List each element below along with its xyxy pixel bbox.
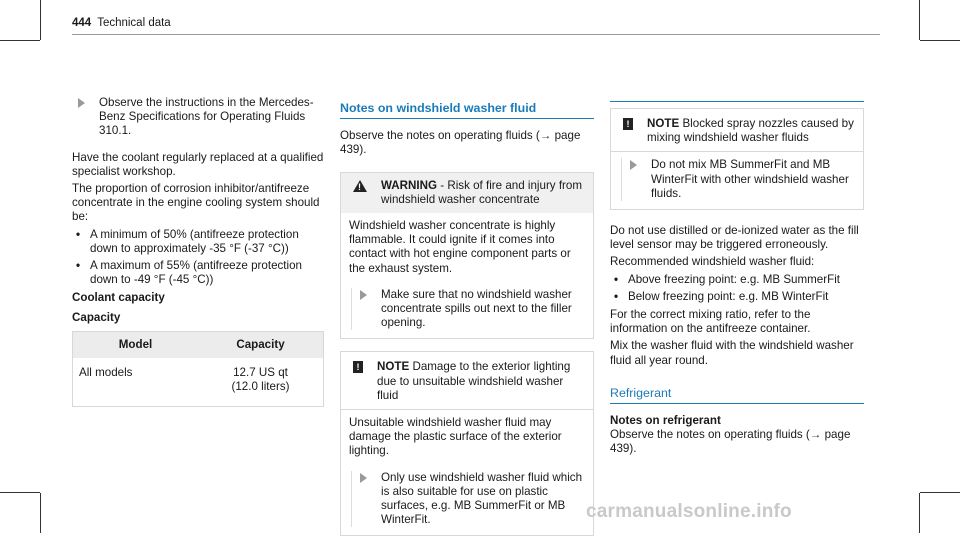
table-cell-capacity: [198, 358, 323, 406]
column-middle: [340, 101, 594, 536]
warning-triangle-icon: !: [353, 180, 367, 192]
header-divider: [72, 34, 880, 35]
list-item: • A minimum of 50% (antifreeze protection down to approximately -35 °F (-37 °C)): [72, 228, 324, 256]
table-header-model: Model: [73, 332, 198, 358]
paragraph: Have the coolant regularly replaced at a qualified specialist workshop.: [72, 150, 324, 178]
instruction-text: Do not mix MB SummerFit and MB WinterFit with other windshield washer fluids.: [651, 158, 849, 200]
crop-mark: [920, 40, 960, 41]
warning-header: [341, 173, 593, 213]
note-header: [611, 117, 863, 152]
column-right: [610, 101, 864, 460]
table-row: [73, 358, 323, 406]
list-item: • Above freezing point: e.g. MB SummerFit: [610, 273, 864, 287]
crop-mark: [919, 493, 920, 533]
warning-label: WARNING: [381, 178, 438, 192]
paragraph: For the correct mixing ratio, refer to the information on the antifreeze container.: [610, 308, 811, 336]
page-number: 444: [72, 17, 92, 29]
section-title: Notes on windshield washer fluid: [340, 101, 594, 119]
play-arrow-icon: [360, 473, 367, 483]
instruction-step: [72, 96, 324, 139]
crop-mark: [920, 492, 960, 493]
note-label: NOTE: [377, 360, 410, 374]
sub-heading: Notes on refrigerant: [610, 414, 721, 428]
capacity-liters: (12.0 liters): [231, 380, 290, 394]
list-item: • Below freezing point: e.g. MB WinterFit: [610, 290, 864, 304]
page-header: [72, 16, 171, 30]
exclamation-icon: !: [623, 118, 633, 130]
note-box: [340, 351, 594, 536]
instruction-text: Observe the instructions in the Mercedes-Benz Specifications for Operating Fluids 310.1.: [99, 96, 314, 138]
note-title: Damage to the exterior lighting due to unsuitable windshield washer fluid: [377, 360, 571, 402]
crop-mark: [0, 40, 40, 41]
note-title: Blocked spray nozzles caused by mixing windshield washer fluids: [647, 117, 854, 145]
note-header: [341, 360, 593, 410]
instruction-text: Make sure that no windshield washer concentrate spills out next to the filler opening.: [381, 287, 572, 330]
table-header-capacity: Capacity: [198, 332, 323, 358]
paragraph: The proportion of corrosion inhibitor/antifreeze concentrate in the engine cooling system should be:: [72, 182, 320, 224]
play-arrow-icon: [78, 98, 85, 108]
watermark: carmanualsonline.info: [586, 501, 792, 522]
section-title: Refrigerant: [610, 386, 864, 404]
play-arrow-icon: [630, 160, 637, 170]
instruction-text: Only use windshield washer fluid which is also suitable for use on plastic surfaces, e.g. MB SummerFit or MB WinterFit.: [381, 470, 583, 527]
coolant-capacity-heading: Coolant capacity: [72, 291, 165, 305]
instruction-step: [621, 158, 855, 201]
paragraph: Do not use distilled or de-ionized water as the fill level sensor may be triggered erroneously.: [610, 224, 859, 252]
bullet-list: [610, 273, 864, 304]
capacity-heading: Capacity: [72, 310, 121, 324]
play-arrow-icon: [360, 290, 367, 300]
warning-body: Windshield washer concentrate is highly flammable. It could ignite if it comes into contact with hot engine component parts or the exhaust system.: [349, 219, 571, 275]
note-body: Unsuitable windshield washer fluid may damage the plastic surface of the exterior lighting.: [349, 416, 562, 458]
instruction-step: [351, 471, 585, 528]
warning-title: - Risk of fire and injury from windshield washer concentrate: [381, 178, 583, 206]
list-item: • A maximum of 55% (antifreeze protection down to -49 °F (-45 °C)): [72, 259, 324, 287]
capacity-us: 12.7 US qt: [233, 365, 288, 379]
top-rule: [610, 101, 864, 102]
paragraph: Mix the washer fluid with the windshield washer fluid all year round.: [610, 339, 854, 367]
capacity-table: [72, 331, 324, 407]
note-box: [610, 108, 864, 210]
instruction-step: [351, 288, 585, 331]
section-name: Technical data: [97, 17, 171, 29]
paragraph: Observe the notes on operating fluids (→ page 439).: [340, 129, 581, 157]
paragraph: Recommended windshield washer fluid:: [610, 255, 815, 269]
exclamation-icon: !: [353, 361, 363, 373]
table-cell-model: All models: [79, 365, 133, 379]
crop-mark: [40, 0, 41, 40]
bullet-list: [72, 228, 324, 288]
column-left: [72, 96, 324, 407]
crop-mark: [919, 0, 920, 40]
paragraph: Observe the notes on operating fluids (→ page 439).: [610, 428, 851, 456]
crop-mark: [0, 492, 40, 493]
note-label: NOTE: [647, 117, 680, 130]
crop-mark: [40, 493, 41, 533]
warning-box: [340, 172, 594, 340]
